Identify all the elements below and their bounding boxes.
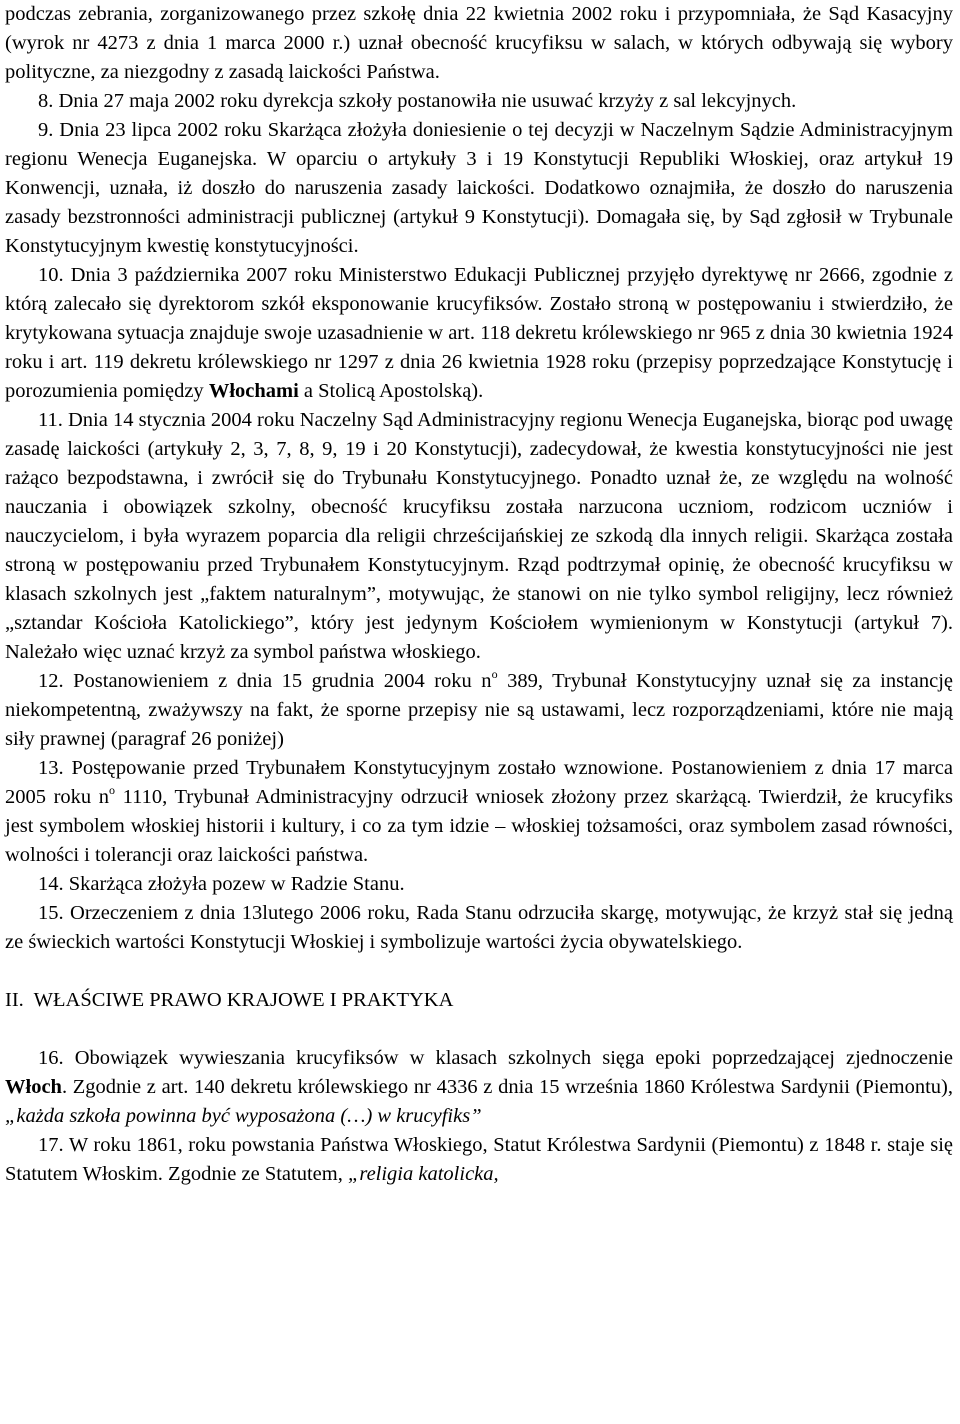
- paragraph-9: [5, 116, 953, 261]
- paragraph-11: 11. Dnia 14 stycznia 2004 roku Naczelny Sąd Administracyjny regionu Wenecja Euganejska, biorąc pod uwagę zasadę laickości (artykuły 2, 3, 7, 8, 9, 19 i 20 Konstytucji), zadecydował, że kwestia konstytucyjności nie jest rażąco bezpodstawna, i zwrócił się do Trybunału Konstytucyjnego. Ponadto uznał że, ze względu na wolność nauczania i obowiązek szkolny, obecność krucyfiksu została narzucona uczniom, rodzicom uczniów i nauczycielom, i była wyrazem poparcia dla religii chrześcijańskiej ze szkodą dla innych religii. Skarżąca została stroną w postępowaniu przed Trybunałem Konstytucyjnym. Rząd podtrzymał opinię, że obecność krucyfiksu w klasach szkolnych jest „faktem naturalnym”, motywując, że stanowi on nie tylko symbol religijny, lecz również „sztandar Kościoła Katolickiego”, który jest jedynym Kościołem wymienionym w Konstytucji (artykuł 7). Należało więc uznać krzyż za symbol państwa włoskiego.: [5, 409, 953, 663]
- section-heading: II. WŁAŚCIWE PRAWO KRAJOWE I PRAKTYKA: [5, 989, 454, 1011]
- paragraph-16: 16. Obowiązek wywieszania krucyfiksów w klasach szkolnych sięga epoki poprzedzającej zjednoczenie Włoch. Zgodnie z art. 140 dekretu królewskiego nr 4336 z dnia 15 września 1860 Królestwa Sardynii (Piemontu), „każda szkoła powinna być wyposażona (…) w krucyfiks”: [5, 1047, 953, 1127]
- paragraph-8: [5, 87, 953, 116]
- paragraph-10: 10. Dnia 3 października 2007 roku Ministerstwo Edukacji Publicznej przyjęło dyrektywę nr 2666, zgodnie z którą zalecało się dyrektorom szkół eksponowanie krucyfiksów. Zostało stroną w postępowaniu i stwierdziło, że krytykowana sytuacja znajduje swoje uzasadnienie w art. 118 dekretu królewskiego nr 965 z dnia 30 kwietnia 1924 roku i art. 119 dekretu królewskiego nr 1297 z dnia 26 kwietnia 1928 roku (przepisy poprzedzające Konstytucję i porozumienia pomiędzy Włochami a Stolicą Apostolską).: [5, 264, 953, 402]
- paragraph-14: 14. Skarżąca złożyła pozew w Radzie Stanu.: [38, 873, 405, 895]
- paragraph-8-text: 8. Dnia 27 maja 2002 roku dyrekcja szkoły postanowiła nie usuwać krzyży z sal lekcyjnych.: [38, 90, 797, 112]
- spacer: [5, 957, 953, 986]
- document-page: [5, 0, 953, 1189]
- bold-word-wloch: Włoch: [5, 1076, 62, 1098]
- paragraph-13: 13. Postępowanie przed Trybunałem Konstytucyjnym zostało wznowione. Postanowieniem z dnia 17 marca 2005 roku $n^o$ 1110, Trybunał Administracyjny odrzucił wniosek złożony przez skarżącą. Twierdził, że krucyfiks jest symbolem włoskiej historii i kultury, i co za tym idzie – włoskiej tożsamości, oraz symbolem zasad równości, wolności i tolerancji oraz laickości państwa.: [5, 757, 953, 866]
- paragraph-17: 17. W roku 1861, roku powstania Państwa Włoskiego, Statut Królestwa Sardynii (Piemontu) z 1848 r. staje się Statutem Włoskim. Zgodnie ze Statutem, „religia katolicka,: [5, 1134, 953, 1185]
- paragraph-9-text: 9. Dnia 23 lipca 2002 roku Skarżąca złożyła doniesienie o tej decyzji w Naczelnym Sądzie Administracyjnym regionu Wenecja Euganejska. W oparciu o artykuły 3 i 19 Konstytucji Republiki Włoskiej, oraz artykuł 19 Konwencji, uznała, iż doszło do naruszenia zasady laickości. Dodatkowo oznajmiła, że doszło do naruszenia zasady bezstronności administracji publicznej (artykuł 9 Konstytucji). Domagała się, by Sąd zgłosił w Trybunale Konstytucyjnym kwestię konstytucyjności.: [5, 119, 953, 257]
- paragraph-15: 15. Orzeczeniem z dnia 13lutego 2006 roku, Rada Stanu odrzuciła skargę, motywując, że krzyż stał się jedną ze świeckich wartości Konstytucji Włoskiej i symbolizuje wartości życia obywatelskiego.: [5, 902, 953, 953]
- italic-quote: „każda szkoła powinna być wyposażona (…) w krucyfiks”: [5, 1105, 482, 1127]
- paragraph-7-continuation: podczas zebrania, zorganizowanego przez szkołę dnia 22 kwietnia 2002 roku i przypomniała, że Sąd Kasacyjny (wyrok nr 4273 z dnia 1 marca 2000 r.) uznał obecność krucyfiksu w salach, w których odbywają się wybory polityczne, za niezgodny z zasadą laickości Państwa.: [5, 3, 953, 83]
- bold-word-wlochami: Włochami: [208, 380, 299, 402]
- spacer: [5, 1015, 953, 1044]
- paragraph-12: 12. Postanowieniem z dnia 15 grudnia 2004 roku $n^o$ 389, Trybunał Konstytucyjny uznał się za instancję niekompetentną, zważywszy na fakt, że sporne przepisy nie są ustawami, lecz rozporządzeniami, które nie mają siły prawnej (paragraf 26 poniżej): [5, 667, 953, 750]
- italic-quote: „religia katolicka,: [347, 1163, 499, 1185]
